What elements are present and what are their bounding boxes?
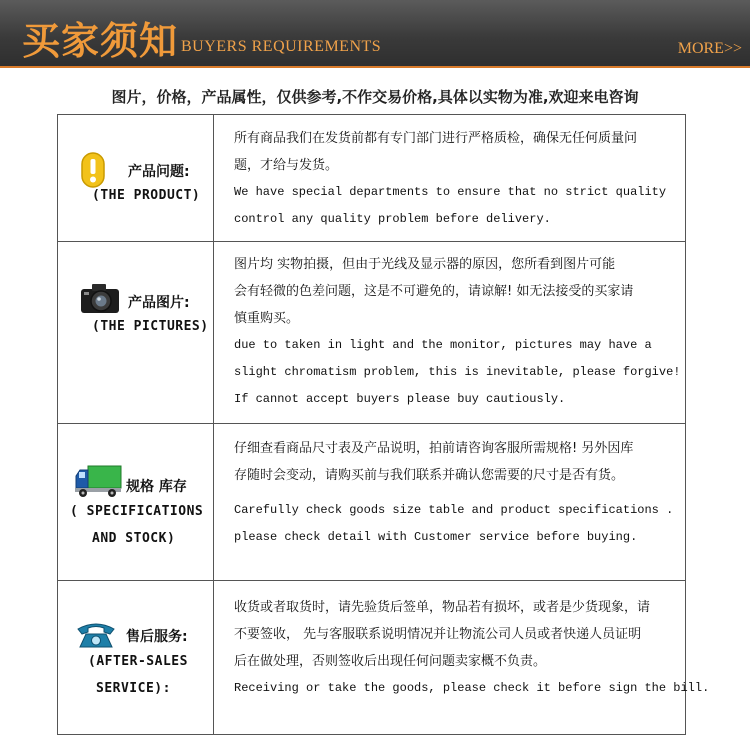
text-line: 慎重购买。 <box>234 311 300 326</box>
header-subtitle: BUYERS REQUIREMENTS <box>181 38 382 55</box>
exclamation-icon <box>80 152 106 188</box>
table-row-pictures <box>58 242 685 424</box>
row-label-cell <box>58 242 214 423</box>
text-line: 不要签收， 先与客服联系说明情况并让物流公司人员或者快递人员证明 <box>234 627 642 642</box>
text-line: 会有轻微的色差问题，这是不可避免的，请谅解! 如无法接受的买家请 <box>234 284 634 299</box>
label-en: ( SPECIFICATIONS <box>70 504 204 519</box>
requirements-table <box>57 114 710 735</box>
header-banner <box>0 0 750 68</box>
text-line: Carefully check goods size table and product specifications . <box>234 503 674 517</box>
text-line: If cannot accept buyers please buy cautiously. <box>234 392 566 406</box>
label-en: AND STOCK) <box>92 531 176 546</box>
text-line: 存随时会变动，请购买前与我们联系并确认您需要的尺寸是否有货。 <box>234 468 625 483</box>
label-en: (AFTER-SALES <box>88 654 188 669</box>
camera-icon <box>80 282 120 314</box>
row-content-cell <box>214 424 685 580</box>
text-line: 所有商品我们在发货前都有专门部门进行严格质检，确保无任何质量问 <box>234 131 638 146</box>
label-cn: 产品图片: <box>128 295 190 311</box>
text-line: please check detail with Customer service before buying. <box>234 530 638 544</box>
text-line: due to taken in light and the monitor, pictures may have a <box>234 338 652 352</box>
text-line: 图片均 实物拍摄，但由于光线及显示器的原因，您所看到图片可能 <box>234 257 616 272</box>
truck-icon <box>74 464 122 498</box>
text-line: slight chromatism problem, this is inevitable, please forgive! <box>234 365 681 379</box>
row-content-cell <box>214 115 685 241</box>
label-cn: 售后服务: <box>126 629 188 645</box>
text-line: 仔细查看商品尺寸表及产品说明，拍前请咨询客服所需规格! 另外因库 <box>234 441 634 456</box>
row-content-cell <box>214 242 685 423</box>
row-content-cell <box>214 581 710 734</box>
more-link[interactable]: MORE>> <box>677 40 742 57</box>
telephone-icon <box>76 621 116 649</box>
label-cn: 产品问题: <box>128 164 190 180</box>
table-row-specifications <box>58 424 685 581</box>
text-line: control any quality problem before delivery. <box>234 212 551 226</box>
text-line: 题，才给与发货。 <box>234 158 339 173</box>
text-line: We have special departments to ensure that no strict quality <box>234 185 667 199</box>
label-en: (THE PRODUCT) <box>92 188 201 203</box>
header-divider <box>0 66 750 68</box>
label-en: (THE PICTURES) <box>92 319 209 334</box>
table-row-product <box>58 115 685 242</box>
text-line: 后在做处理，否则签收后出现任何问题卖家概不负责。 <box>234 654 547 669</box>
text-line: Receiving or take the goods, please check it before sign the bill. <box>234 681 710 695</box>
row-label-cell <box>58 424 214 580</box>
header-title: 买家须知 <box>22 19 179 63</box>
label-en: SERVICE): <box>96 681 171 696</box>
row-label-cell <box>58 115 214 241</box>
row-label-cell <box>58 581 214 734</box>
table-row-after-sales <box>58 581 710 734</box>
label-cn: 规格 库存 <box>126 479 187 495</box>
text-line: 收货或者取货时，请先验货后签单，物品若有损坏，或者是少货现象，请 <box>234 600 651 615</box>
notice-text: 图片，价格，产品属性，仅供参考,不作交易价格,具体以实物为准,欢迎来电咨询 <box>111 88 639 106</box>
